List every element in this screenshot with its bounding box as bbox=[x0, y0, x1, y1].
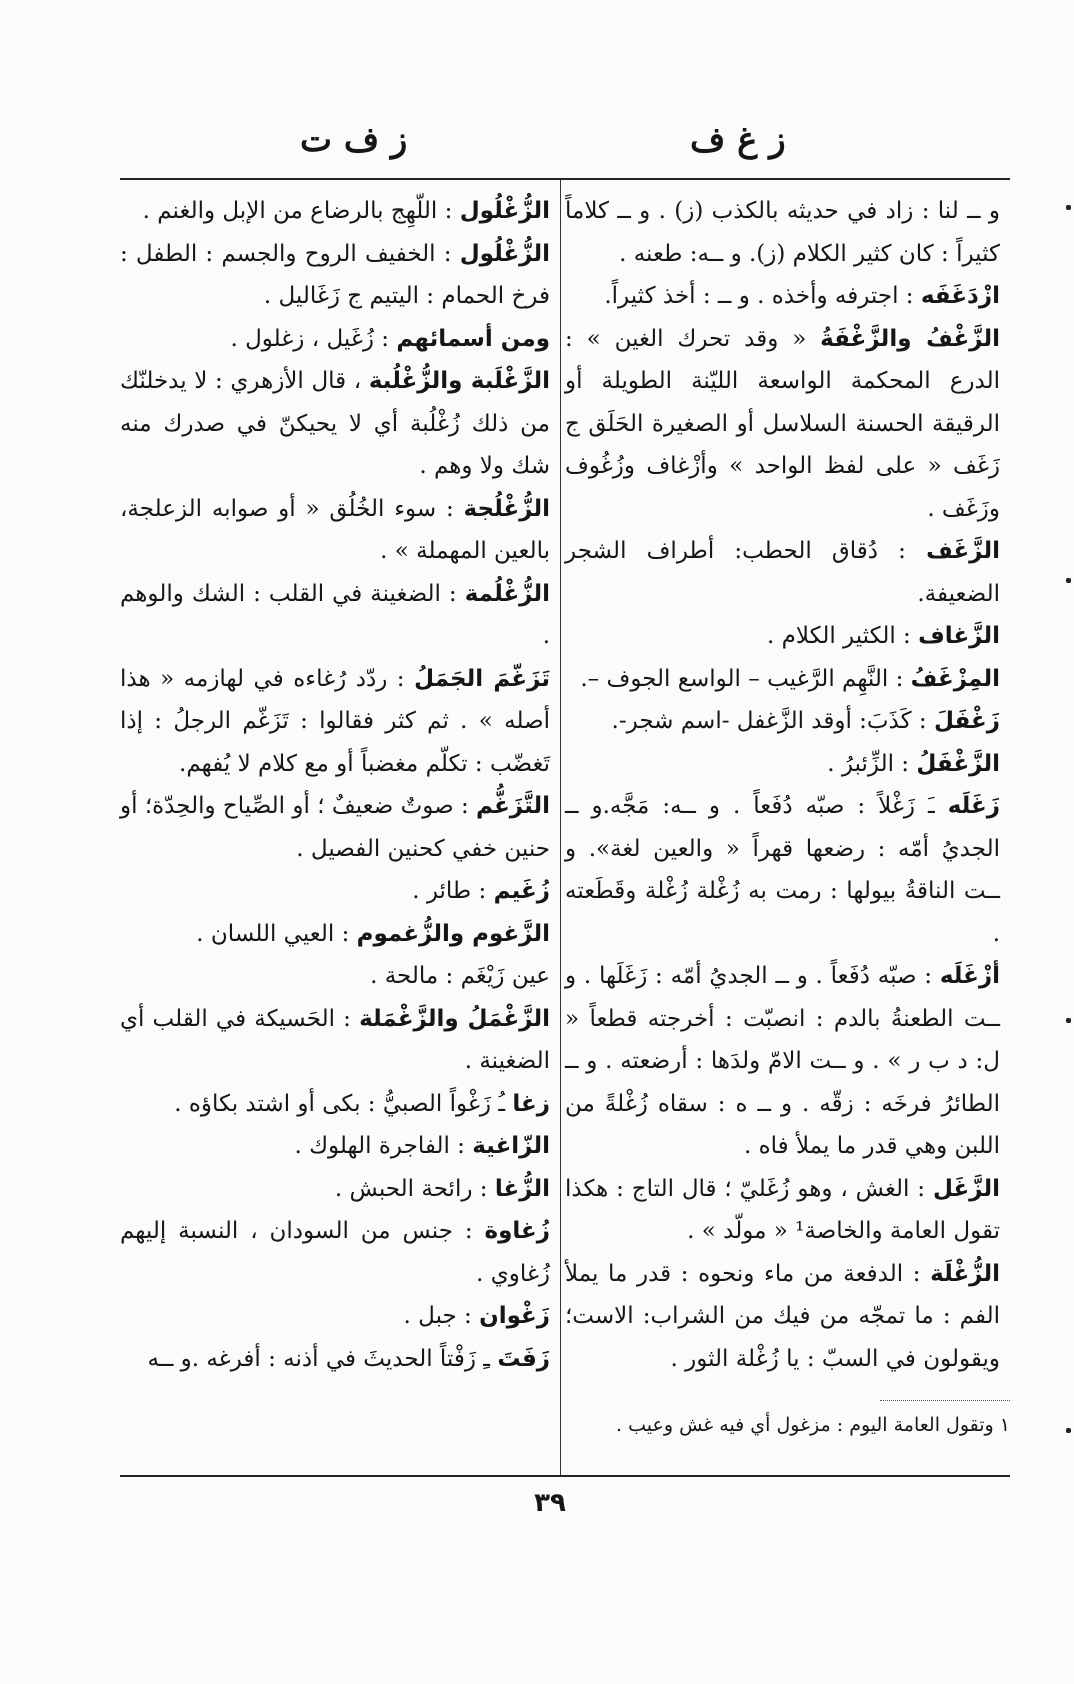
entry bbox=[565, 318, 1000, 531]
column-divider bbox=[560, 180, 561, 1475]
entry-definition: : الدفعة من ماء ونحوه : قدر ما يملأ الفم : ما تمجّه من فيك من الشراب: الاست؛ ويقولون في السبّ : يا زُغْلة الثور . bbox=[565, 1260, 1000, 1372]
entry-headword: التَّزَغُّم bbox=[476, 793, 550, 819]
entry-definition: : الخفيف الروح والجسم : الطفل : فرخ الحمام : اليتيم ج زَغَاليل . bbox=[120, 240, 550, 309]
entry-headword: الزُّغْلَة bbox=[930, 1260, 1001, 1287]
entry-headword: زَغْفَلَ bbox=[933, 708, 1000, 734]
running-head-left: ز ف ت bbox=[300, 120, 408, 160]
entry-headword: المِزْغَفُ bbox=[910, 665, 1000, 692]
entry-definition: ، قال الأزهري : لا يدخلنّك من ذلك زُغْلُبة أي لا يحيكنّ في صدرك منه شك ولا وهم . bbox=[120, 368, 550, 479]
entry-headword: ومن أسمائهم bbox=[396, 325, 550, 352]
entry-headword: تَزَغّمَ الجَمَلُ bbox=[414, 665, 551, 692]
entry-headword: الزَّغْفُ والزَّغْفَةُ bbox=[820, 325, 1000, 352]
entry bbox=[120, 1168, 550, 1211]
entry-definition: : دُقاق الحطب: أطراف الشجر الضعيفة. bbox=[565, 538, 1000, 607]
entry-headword: زغا bbox=[512, 1090, 550, 1117]
entry bbox=[120, 233, 550, 318]
entry-definition: : العيي اللسان . bbox=[196, 920, 350, 947]
entry-definition: : صوتٌ ضعيفٌ ؛ أو الصِّياح والحِدّة؛ أو حنين خفي كحنين الفصيل . bbox=[120, 793, 550, 862]
margin-mark bbox=[1066, 578, 1071, 583]
entry bbox=[120, 1295, 550, 1338]
entry-headword: الزُّغْلُمة bbox=[464, 580, 550, 607]
entry-headword: الزُّغْلُجة bbox=[463, 495, 550, 522]
entry bbox=[565, 743, 1000, 786]
footnote-separator bbox=[880, 1400, 1010, 1401]
entry-headword: زُغاوة bbox=[484, 1218, 551, 1244]
page-number: ٣٩ bbox=[534, 1488, 566, 1518]
entry bbox=[120, 190, 550, 233]
entry-headword: زَفَتَ bbox=[497, 1345, 550, 1372]
bottom-rule bbox=[120, 1475, 1010, 1477]
entry bbox=[565, 190, 1000, 275]
entry-definition: : سوء الخُلُق « أو صوابه الزعلجة، بالعين المهملة » . bbox=[120, 495, 550, 564]
entry-definition: : الغش ، وهو زُغَليّ ؛ قال التاج : هكذا تقول العامة والخاصة¹ « مولّد » . bbox=[565, 1175, 1000, 1244]
entry bbox=[120, 1338, 550, 1381]
entry-definition: : زُغَيل ، زغلول . bbox=[230, 325, 390, 352]
entry-headword: الزَّغْفَلُ bbox=[916, 750, 1000, 777]
entry bbox=[565, 530, 1000, 615]
entry-headword: الزَّغَل bbox=[932, 1175, 1001, 1202]
entry-headword: أزْغَلَه bbox=[939, 963, 1001, 989]
right-column bbox=[565, 190, 1000, 1380]
entry-definition: : الحَسيكة في القلب أي الضغينة . bbox=[120, 1005, 550, 1074]
entry-definition: « وقد تحرك الغين » : الدرع المحكمة الواسعة الليّنة الطويلة أو الرقيقة الحسنة السلاسل أو الصغيرة الحَلَق ج زَغَف « على لفظ الواحد » وأزْغاف وزُغُوف وزَغَف . bbox=[565, 325, 1000, 522]
entry bbox=[565, 615, 1000, 658]
entry bbox=[120, 870, 550, 913]
entry bbox=[565, 1253, 1000, 1381]
entry-definition: : اجترفه وأخذه . و ــ : أخذ كثيراً. bbox=[604, 283, 914, 309]
entry-definition: : طائر . bbox=[412, 878, 487, 904]
entry bbox=[120, 360, 550, 488]
entry-definition: : كَذَبَ: أوقد الزَّغفل -اسم شجر-. bbox=[611, 708, 927, 734]
entry-headword: زَغَلَه bbox=[947, 793, 1001, 819]
entry-definition: : الضغينة في القلب : الشك والوهم . bbox=[120, 580, 550, 649]
entry-headword: الزَّغْلَبة والزُّغْلُبة bbox=[368, 368, 551, 394]
entry-definition: : ردّد رُغاءه في لهازمه « هذا أصله » . ثم كثر فقالوا : تَزَغّم الرجلُ : إذا تَغضّب : تكلّم مغضباً أو مع كلام لا يُفهم. bbox=[120, 665, 550, 777]
entry-definition: : الكثير الكلام . bbox=[767, 623, 911, 649]
margin-mark bbox=[1066, 205, 1071, 210]
entry-definition: : الزِّئبرُ . bbox=[827, 750, 910, 777]
top-rule bbox=[120, 178, 1010, 180]
entry bbox=[565, 275, 1000, 318]
entry-definition: : صبّه دُفَعاً . و ــ الجديُ أمّه : زَغَلَها . و ــت الطعنةُ بالدم : انصبّت : أخرجته قطعاً « ل: د ب ر » . و ــت الامّ ولدَها : أرضعته . و ــ الطائرُ فرخَه : زقّه . و ــ ه : سقاه زُغْلةً من اللبن وهي قدر ما يملأ فاه . bbox=[565, 963, 1000, 1159]
margin-mark bbox=[1066, 1018, 1071, 1023]
entry bbox=[120, 998, 550, 1083]
entry bbox=[565, 955, 1000, 1168]
entry-headword: الزّاغية bbox=[472, 1133, 550, 1159]
entry-definition: عين زَيْغَم : مالحة . bbox=[370, 963, 550, 989]
entry bbox=[565, 1168, 1000, 1253]
entry-definition: : النَّهِم الرَّغيب – الواسع الجوف –. bbox=[580, 665, 904, 692]
entry bbox=[120, 1125, 550, 1168]
entry bbox=[120, 785, 550, 870]
entry-definition: ـِ زَفْتاً الحديثَ في أذنه : أفرغه .و ــه bbox=[147, 1345, 491, 1372]
entry-headword: الزَّغوم والزُّغموم bbox=[356, 920, 550, 947]
entry-headword: الزُّغْلُول bbox=[459, 240, 551, 267]
entry bbox=[120, 1210, 550, 1295]
running-head-right: ز غ ف bbox=[690, 120, 786, 160]
entry-headword: زُغَيم bbox=[493, 878, 550, 904]
entry-definition: ـُ زَغْواً الصبيُّ : بكى أو اشتد بكاؤه . bbox=[174, 1090, 506, 1117]
entry-headword: الزَّغاف bbox=[918, 623, 1000, 649]
entry bbox=[120, 318, 550, 361]
entry-definition: ـَ زَغْلاً : صبّه دُفَعاً . و ــه: مَجَّه.و ــ الجديُ أمّه : رضعها قهراً « والعين لغة». و ــت الناقةُ بيولها : رمت به زُغْلة زُغْلة وقَطَعته . bbox=[565, 793, 1000, 947]
entry-headword: الزُّغا bbox=[494, 1175, 550, 1202]
entry-definition: : جبل . bbox=[403, 1303, 472, 1329]
entry-headword: الزَّغْمَلُ والزَّغْمَلة bbox=[359, 1005, 550, 1032]
entry bbox=[120, 955, 550, 998]
entry-headword: زَغْوان bbox=[479, 1303, 550, 1329]
entry-definition: : رائحة الحبش . bbox=[334, 1175, 488, 1202]
entry-headword: الزُّغْلُول bbox=[459, 198, 550, 224]
left-column bbox=[120, 190, 550, 1380]
entry bbox=[120, 658, 550, 786]
entry-headword: الزَّغَف bbox=[926, 538, 1000, 564]
entry bbox=[120, 913, 550, 956]
entry bbox=[565, 785, 1000, 955]
entry-definition: و ــ لنا : زاد في حديثه بالكذب (ز) . و ــ كلاماً كثيراً : كان كثير الكلام (ز). و ــه: طعنه . bbox=[565, 198, 1000, 267]
entry bbox=[120, 1083, 550, 1126]
entry-definition: : الفاجرة الهلوك . bbox=[294, 1133, 465, 1159]
entry-definition: : جنس من السودان ، النسبة إليهم زُغاوي . bbox=[120, 1218, 550, 1287]
entry bbox=[565, 658, 1000, 701]
entry-definition: : اللّهِج بالرضاع من الإبل والغنم . bbox=[142, 198, 453, 224]
entry bbox=[120, 573, 550, 658]
margin-mark bbox=[1066, 1428, 1071, 1433]
entry-headword: ازْدَغَفَه bbox=[920, 283, 1000, 309]
entry bbox=[565, 700, 1000, 743]
footnote: ١ وتقول العامة اليوم : مزغول أي فيه غش وعيب . bbox=[616, 1414, 1010, 1436]
entry bbox=[120, 488, 550, 573]
